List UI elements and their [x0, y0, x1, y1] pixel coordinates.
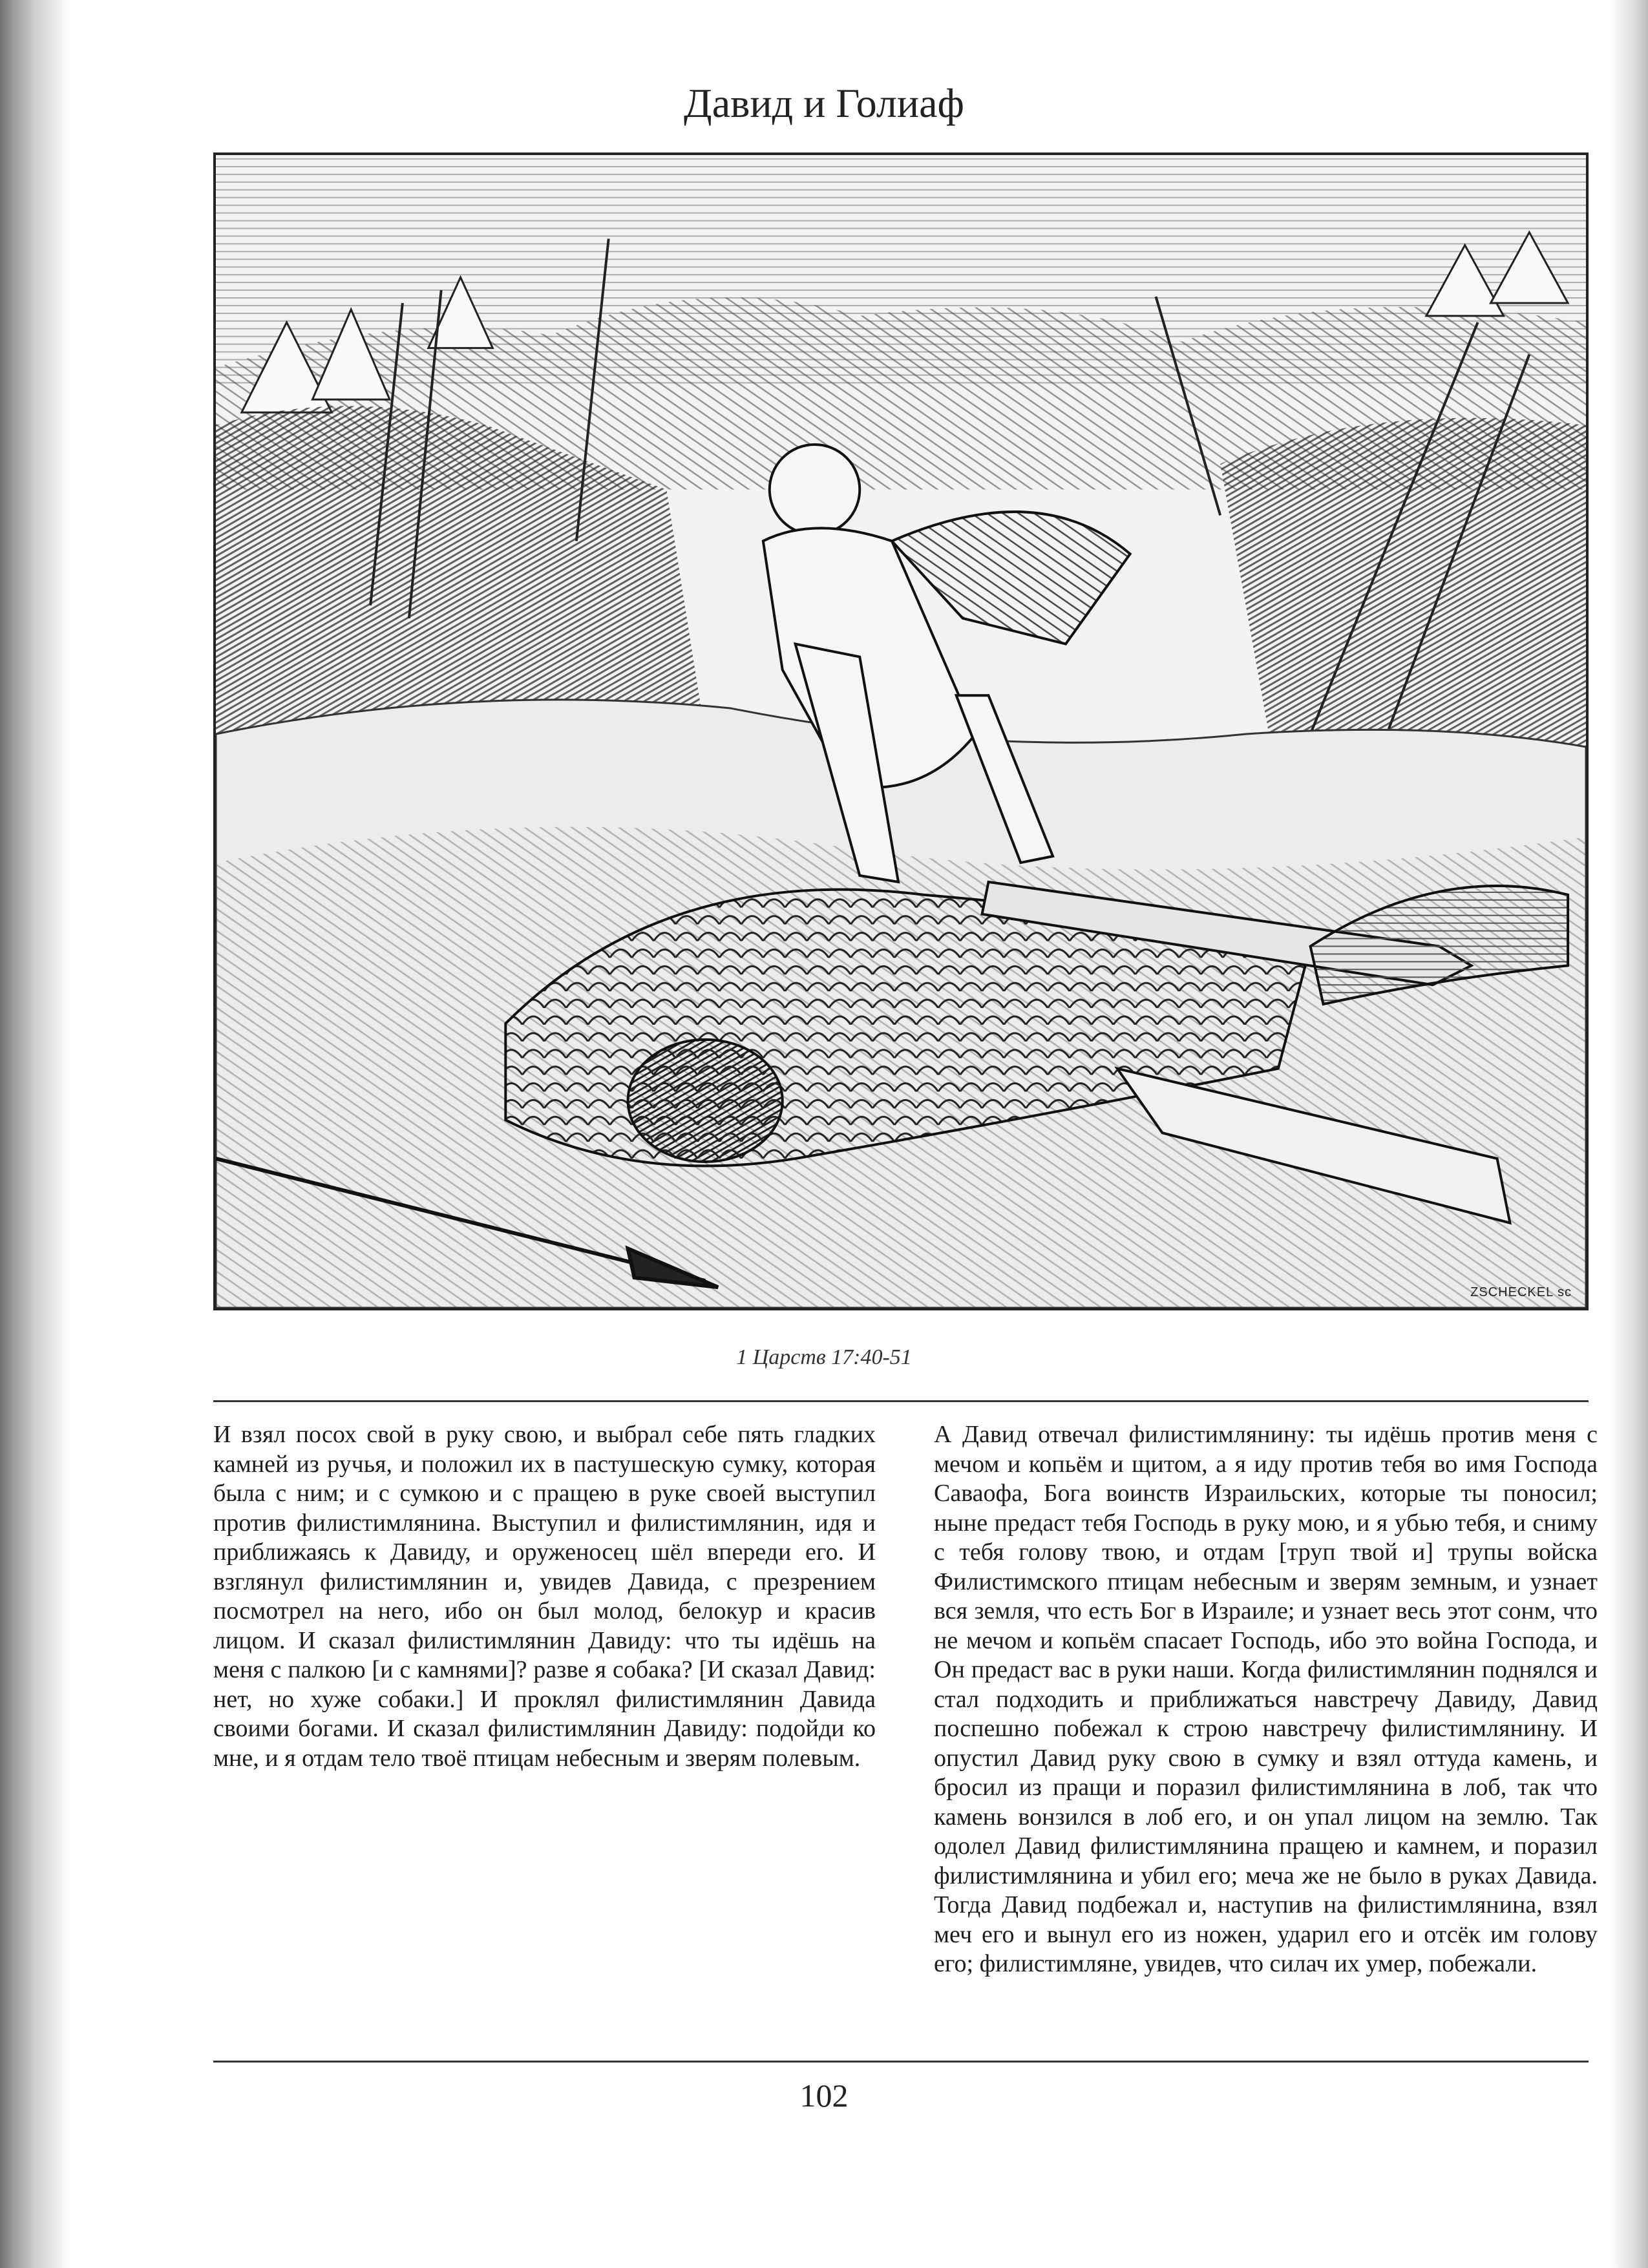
engraver-signature: ZSCHECKEL sc — [1470, 1285, 1572, 1299]
text-column-right: А Давид отвечал филистимлянину: ты идёшь против меня с мечом и копьём и щитом, а я иду против тебя во имя Господа Саваофа, Бога воинств Израильских, которые ты поносил; ныне предаст тебя Господь в руку мою, и я убью тебя, и сниму с тебя голову твою, и отдам [труп твой и] трупы войска Филистимского птицам небесным и зверям земным, и узнает вся земля, что есть Бог в Израиле; и узнает весь этот сонм, что не мечом и копьём спасает Господь, ибо это война Господа, и Он предаст вас в руки наши. Когда филистимлянин поднялся и стал подходить и приближаться навстречу Давиду, Давид поспешно побежал к строю навстречу филистимлянину. И опустил Давид руку свою в сумку и взял оттуда камень, и бросил из пращи и поразил филистимлянина в лоб, так что камень вонзился в лоб его, и он упал лицом на землю. Так одолел Давид филистимлянина пращею и камнем, и поразил филистимлянина и убил его; меча же не было в руках Давида. Тогда Давид подбежал и, наступив на филистимлянина, взял меч его и вынул его из ножен, ударил его и отсёк им голову его; филистимляне, увидев, что силач их умер, побежали. — [934, 1421, 1598, 1977]
scan-edge-right — [1609, 0, 1648, 2268]
engraving-illustration — [213, 152, 1589, 1310]
page-number: 102 — [799, 2077, 849, 2114]
divider-top — [213, 1400, 1589, 1402]
divider-bottom — [213, 2061, 1589, 2063]
scan-edge-left — [0, 0, 71, 2268]
engraving-drawing — [216, 155, 1586, 1308]
page-title: Давид и Голиаф — [684, 80, 964, 126]
text-column-left: И взял посох свой в руку свою, и выбрал себе пять гладких камней из ручья, и положил их в пастушескую сумку, которая была с ним; и с сумкою и с пращею в руке своей выступил против филистимлянина. Выступил и филистимлянин, идя и приближаясь к Давиду, и оруженосец шёл впереди его. И взглянул филистимлянин и, увидев Давида, с презрением посмотрел на него, ибо он был молод, белокур и красив лицом. И сказал филистимлянин Давиду: что ты идёшь на меня с палкою [и с камнями]? разве я собака? [И сказал Давид: нет, но хуже собаки.] И проклял филистимлянин Давида своими богами. И сказал филистимлянин Давиду: подойди ко мне, и я отдам тело твоё птицам небесным и зверям полевым. — [213, 1421, 876, 1772]
scripture-reference: 1 Царств 17:40-51 — [736, 1345, 912, 1369]
